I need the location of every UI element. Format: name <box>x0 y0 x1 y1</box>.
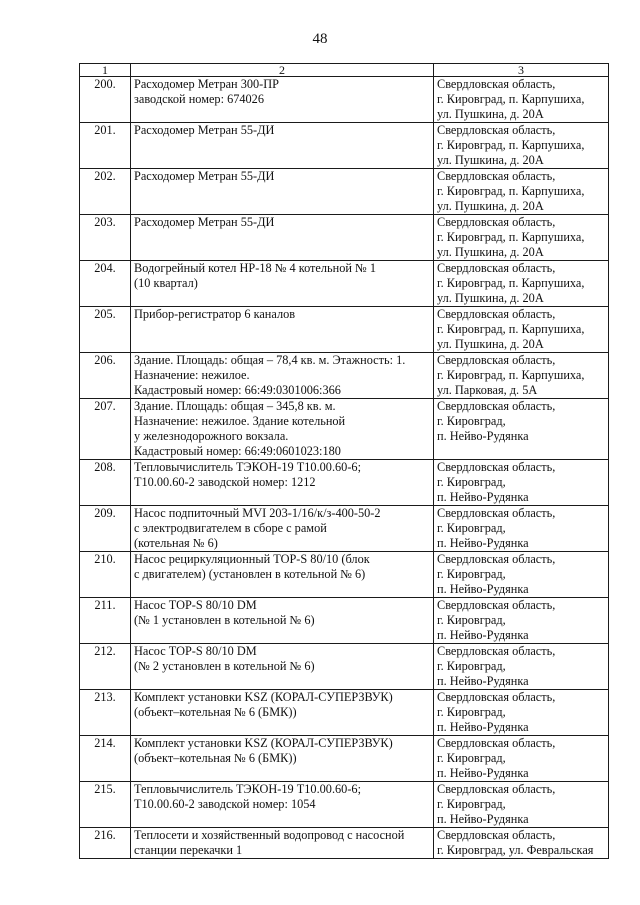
address-line: Свердловская область, <box>437 828 556 842</box>
item-address <box>434 215 609 261</box>
address-line: Свердловская область, <box>437 169 556 183</box>
address-line: ул. Парковая, д. 5А <box>437 383 538 397</box>
item-description <box>131 644 434 690</box>
address-line: п. Нейво-Рудянка <box>437 628 529 642</box>
address-line: Свердловская область, <box>437 399 556 413</box>
address-line: г. Кировград, <box>437 567 506 581</box>
item-address <box>434 644 609 690</box>
description-line: Расходомер Метран 55-ДИ <box>134 123 275 137</box>
row-number: 204. <box>80 261 131 307</box>
page-number: 48 <box>312 31 328 47</box>
row-number: 201. <box>80 123 131 169</box>
address-line: Свердловская область, <box>437 644 556 658</box>
table-row <box>80 307 609 353</box>
table-row <box>80 506 609 552</box>
table-body <box>80 77 609 859</box>
description-line: Насос рециркуляционный TOP-S 80/10 (блок <box>134 552 370 566</box>
table-row <box>80 782 609 828</box>
description-line: Расходомер Метран 55-ДИ <box>134 215 275 229</box>
description-line: заводской номер: 674026 <box>134 92 264 106</box>
description-line: Насос TOP-S 80/10 DM <box>134 644 257 658</box>
description-line: Прибор-регистратор 6 каналов <box>134 307 296 321</box>
item-address <box>434 123 609 169</box>
address-line: г. Кировград, <box>437 521 506 535</box>
item-description <box>131 123 434 169</box>
address-line: Свердловская область, <box>437 460 556 474</box>
address-line: п. Нейво-Рудянка <box>437 720 529 734</box>
address-line: г. Кировград, п. Карпушиха, <box>437 322 585 336</box>
description-line: Комплект установки KSZ (КОРАЛ-СУПЕРЗВУК) <box>134 690 393 704</box>
column-header-3: 3 <box>434 64 609 77</box>
item-address <box>434 399 609 460</box>
address-line: г. Кировград, <box>437 414 506 428</box>
item-description <box>131 690 434 736</box>
row-number: 211. <box>80 598 131 644</box>
address-line: г. Кировград, ул. Февральская <box>437 843 594 857</box>
row-number: 202. <box>80 169 131 215</box>
column-header-2: 2 <box>131 64 434 77</box>
address-line: г. Кировград, п. Карпушиха, <box>437 138 585 152</box>
item-description <box>131 307 434 353</box>
address-line: ул. Пушкина, д. 20А <box>437 107 544 121</box>
table-row <box>80 736 609 782</box>
description-line: Водогрейный котел НР-18 № 4 котельной № 1 <box>134 261 376 275</box>
item-description <box>131 353 434 399</box>
item-address <box>434 598 609 644</box>
address-line: г. Кировград, <box>437 797 506 811</box>
address-line: Свердловская область, <box>437 506 556 520</box>
table-row <box>80 123 609 169</box>
item-description <box>131 215 434 261</box>
description-line: (объект–котельная № 6 (БМК)) <box>134 705 297 719</box>
item-address <box>434 782 609 828</box>
table-row <box>80 353 609 399</box>
item-address <box>434 828 609 859</box>
table-row <box>80 460 609 506</box>
item-address <box>434 261 609 307</box>
item-description <box>131 169 434 215</box>
table-row <box>80 828 609 859</box>
item-description <box>131 828 434 859</box>
row-number: 213. <box>80 690 131 736</box>
address-line: ул. Пушкина, д. 20А <box>437 291 544 305</box>
row-number: 206. <box>80 353 131 399</box>
description-line: (№ 2 установлен в котельной № 6) <box>134 659 315 673</box>
item-description <box>131 399 434 460</box>
description-line: Теплосети и хозяйственный водопровод с насосной <box>134 828 405 842</box>
row-number: 205. <box>80 307 131 353</box>
address-line: Свердловская область, <box>437 261 556 275</box>
item-description <box>131 552 434 598</box>
address-line: г. Кировград, п. Карпушиха, <box>437 184 585 198</box>
item-description <box>131 782 434 828</box>
table-row <box>80 690 609 736</box>
row-number: 203. <box>80 215 131 261</box>
row-number: 209. <box>80 506 131 552</box>
address-line: п. Нейво-Рудянка <box>437 429 529 443</box>
item-description <box>131 261 434 307</box>
address-line: ул. Пушкина, д. 20А <box>437 337 544 351</box>
address-line: ул. Пушкина, д. 20А <box>437 245 544 259</box>
address-line: ул. Пушкина, д. 20А <box>437 199 544 213</box>
address-line: п. Нейво-Рудянка <box>437 766 529 780</box>
row-number: 214. <box>80 736 131 782</box>
address-line: г. Кировград, <box>437 751 506 765</box>
address-line: п. Нейво-Рудянка <box>437 536 529 550</box>
table-row <box>80 552 609 598</box>
item-description <box>131 460 434 506</box>
description-line: Тепловычислитель ТЭКОН-19 Т10.00.60-6; <box>134 782 361 796</box>
address-line: п. Нейво-Рудянка <box>437 490 529 504</box>
description-line: Насос подпиточный MVI 203-1/16/к/з-400-50-2 <box>134 506 381 520</box>
row-number: 200. <box>80 77 131 123</box>
address-line: Свердловская область, <box>437 353 556 367</box>
address-line: Свердловская область, <box>437 598 556 612</box>
address-line: г. Кировград, <box>437 705 506 719</box>
description-line: Комплект установки KSZ (КОРАЛ-СУПЕРЗВУК) <box>134 736 393 750</box>
item-address <box>434 736 609 782</box>
table-row <box>80 261 609 307</box>
address-line: п. Нейво-Рудянка <box>437 812 529 826</box>
description-line: Т10.00.60-2 заводской номер: 1212 <box>134 475 316 489</box>
address-line: Свердловская область, <box>437 552 556 566</box>
item-description <box>131 506 434 552</box>
table-row <box>80 215 609 261</box>
item-address <box>434 460 609 506</box>
address-line: Свердловская область, <box>437 782 556 796</box>
description-line: (№ 1 установлен в котельной № 6) <box>134 613 315 627</box>
description-line: Назначение: нежилое. Здание котельной <box>134 414 346 428</box>
item-description <box>131 77 434 123</box>
property-table <box>79 63 609 859</box>
description-line: Назначение: нежилое. <box>134 368 250 382</box>
address-line: Свердловская область, <box>437 77 556 91</box>
item-address <box>434 169 609 215</box>
description-line: (10 квартал) <box>134 276 198 290</box>
description-line: Здание. Площадь: общая – 345,8 кв. м. <box>134 399 336 413</box>
description-line: Расходомер Метран 55-ДИ <box>134 169 275 183</box>
table-row <box>80 399 609 460</box>
item-address <box>434 506 609 552</box>
description-line: Здание. Площадь: общая – 78,4 кв. м. Этажность: 1. <box>134 353 406 367</box>
description-line: (котельная № 6) <box>134 536 218 550</box>
table-row <box>80 644 609 690</box>
item-address <box>434 552 609 598</box>
description-line: с двигателем) (установлен в котельной № 6) <box>134 567 366 581</box>
row-number: 207. <box>80 399 131 460</box>
item-address <box>434 307 609 353</box>
address-line: Свердловская область, <box>437 123 556 137</box>
table-header-row <box>80 64 609 77</box>
address-line: п. Нейво-Рудянка <box>437 582 529 596</box>
address-line: ул. Пушкина, д. 20А <box>437 153 544 167</box>
address-line: Свердловская область, <box>437 690 556 704</box>
description-line: Кадастровый номер: 66:49:0601023:180 <box>134 444 341 458</box>
address-line: г. Кировград, п. Карпушиха, <box>437 92 585 106</box>
address-line: Свердловская область, <box>437 307 556 321</box>
address-line: г. Кировград, <box>437 659 506 673</box>
item-description <box>131 736 434 782</box>
description-line: с электродвигателем в сборе с рамой <box>134 521 327 535</box>
item-address <box>434 77 609 123</box>
description-line: Расходомер Метран 300-ПР <box>134 77 279 91</box>
address-line: Свердловская область, <box>437 736 556 750</box>
table-row <box>80 598 609 644</box>
description-line: станции перекачки 1 <box>134 843 243 857</box>
column-header-1: 1 <box>80 64 131 77</box>
row-number: 208. <box>80 460 131 506</box>
description-line: Кадастровый номер: 66:49:0301006:366 <box>134 383 341 397</box>
address-line: г. Кировград, п. Карпушиха, <box>437 230 585 244</box>
address-line: п. Нейво-Рудянка <box>437 674 529 688</box>
description-line: у железнодорожного вокзала. <box>134 429 289 443</box>
table-row <box>80 77 609 123</box>
row-number: 210. <box>80 552 131 598</box>
row-number: 216. <box>80 828 131 859</box>
description-line: Т10.00.60-2 заводской номер: 1054 <box>134 797 316 811</box>
address-line: г. Кировград, <box>437 475 506 489</box>
address-line: г. Кировград, п. Карпушиха, <box>437 368 585 382</box>
row-number: 215. <box>80 782 131 828</box>
item-address <box>434 690 609 736</box>
description-line: Тепловычислитель ТЭКОН-19 Т10.00.60-6; <box>134 460 361 474</box>
address-line: Свердловская область, <box>437 215 556 229</box>
row-number: 212. <box>80 644 131 690</box>
address-line: г. Кировград, <box>437 613 506 627</box>
table-row <box>80 169 609 215</box>
item-description <box>131 598 434 644</box>
item-address <box>434 353 609 399</box>
address-line: г. Кировград, п. Карпушиха, <box>437 276 585 290</box>
description-line: (объект–котельная № 6 (БМК)) <box>134 751 297 765</box>
description-line: Насос TOP-S 80/10 DM <box>134 598 257 612</box>
